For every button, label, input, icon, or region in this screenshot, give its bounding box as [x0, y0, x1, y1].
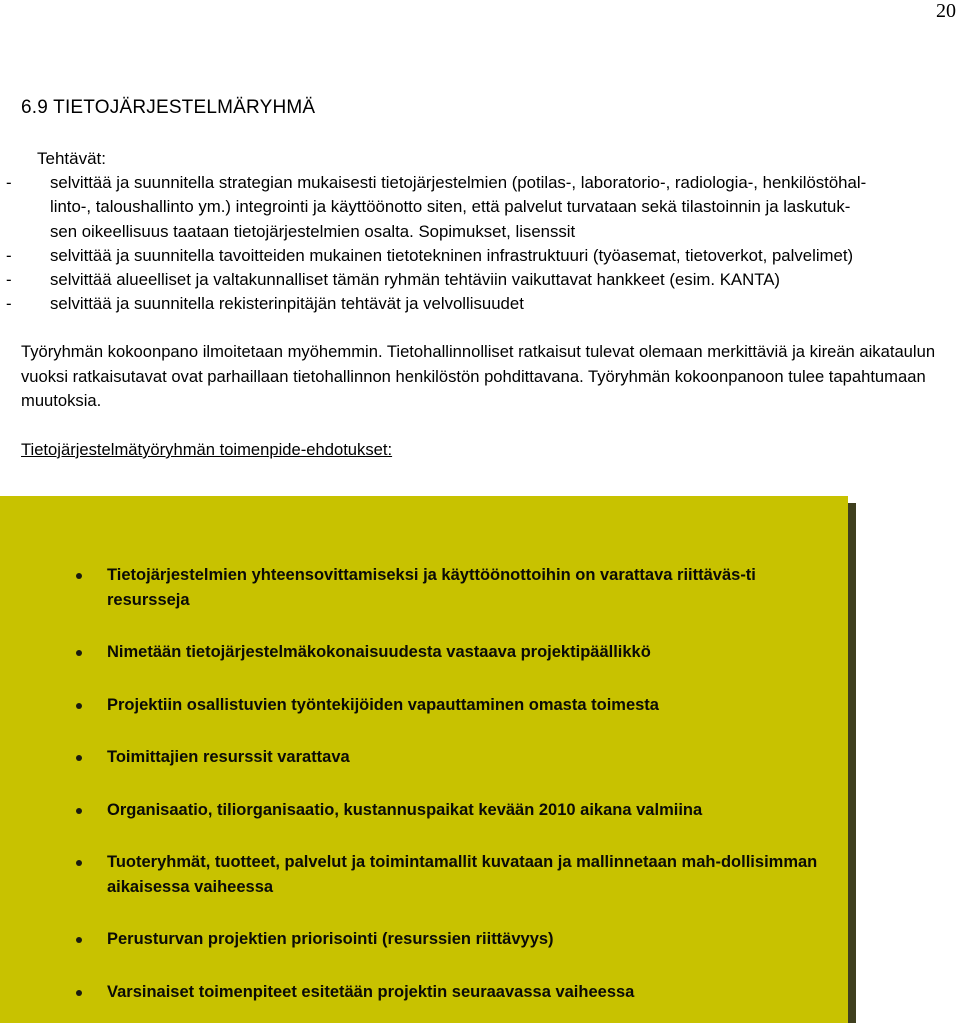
proposals-list: [76, 563, 836, 1032]
bullet-icon: [76, 860, 82, 866]
task-line: selvittää ja suunnitella rekisterinpitäjän tehtävät ja velvollisuudet: [50, 294, 524, 314]
task-item: [6, 171, 956, 244]
section-heading: 6.9 TIETOJÄRJESTELMÄRYHMÄ: [21, 97, 316, 118]
task-line: selvittää ja suunnitella tavoitteiden mukainen tietotekninen infrastruktuuri (työasemat, tietoverkot, palvelimet): [50, 245, 854, 265]
task-line: selvittää alueelliset ja valtakunnalliset tämän ryhmän tehtäviin vaikuttavat hankkeet (esim. KANTA): [50, 270, 781, 290]
proposal-text: Tuoteryhmät, tuotteet, palvelut ja toimintamallit kuvataan ja mallinnetaan mah-dollisimman aikaisessa vaiheessa: [107, 853, 818, 896]
proposal-item: [76, 798, 836, 823]
task-item: [6, 268, 956, 292]
tasks-label: Tehtävät:: [37, 149, 106, 168]
bullet-icon: [76, 703, 82, 709]
team-paragraph: Työryhmän kokoonpano ilmoitetaan myöhemmin. Tietohallinnolliset ratkaisut tulevat olemaan merkittäviä ja kireän aikataulun vuoksi ratkaisutavat ovat parhaillaan tietohallinnon henkilöstön pohdittavana. Työryhmän kokoonpanoon tulee tapahtumaan muutoksia.: [21, 342, 936, 410]
task-line: linto-, taloushallinto ym.) integrointi ja käyttöönotto siten, että palvelut turvataan sekä tilastoinnin ja laskutuk-: [50, 197, 851, 217]
proposal-item: [76, 693, 836, 718]
dash-marker: -: [6, 245, 12, 265]
task-line: sen oikeellisuus taataan tietojärjestelmien osalta. Sopimukset, lisenssit: [50, 221, 576, 241]
proposal-text: Nimetään tietojärjestelmäkokonaisuudesta vastaava projektipäällikkö: [107, 643, 651, 661]
proposal-text: Organisaatio, tiliorganisaatio, kustannuspaikat kevään 2010 aikana valmiina: [107, 800, 703, 819]
proposal-text: Projektiin osallistuvien työntekijöiden vapauttaminen omasta toimesta: [107, 695, 659, 714]
task-item: [6, 244, 956, 268]
proposal-text: Varsinaiset toimenpiteet esitetään projektin seuraavassa vaiheessa: [107, 982, 635, 1001]
bullet-icon: [76, 990, 82, 996]
proposals-title: Tietojärjestelmätyöryhmän toimenpide-ehdotukset:: [21, 440, 393, 459]
proposal-item: [76, 563, 836, 612]
task-line: selvittää ja suunnitella strategian mukaisesti tietojärjestelmien (potilas-, laboratorio-, radiologia-, henkilöstöhal-: [50, 173, 867, 192]
dash-marker: -: [6, 270, 12, 290]
proposal-text: Toimittajien resurssit varattava: [107, 748, 350, 766]
proposal-item: [76, 927, 836, 952]
proposal-item: [76, 745, 836, 770]
bullet-icon: [76, 650, 82, 656]
proposal-item: [76, 640, 836, 665]
task-list: [6, 171, 956, 317]
bullet-icon: [76, 808, 82, 814]
proposal-text: Tietojärjestelmien yhteensovittamiseksi ja käyttöönottoihin on varattava riittäväs-ti resursseja: [107, 566, 756, 609]
bullet-icon: [76, 573, 82, 579]
bullet-icon: [76, 937, 82, 943]
dash-marker: -: [6, 294, 12, 314]
bullet-icon: [76, 755, 82, 761]
proposal-item: [76, 980, 836, 1005]
proposal-text: Perusturvan projektien priorisointi (resurssien riittävyys): [107, 930, 554, 948]
page-number: 20: [936, 0, 956, 22]
dash-marker: -: [6, 173, 12, 192]
task-item: [6, 292, 956, 316]
proposal-item: [76, 850, 836, 899]
